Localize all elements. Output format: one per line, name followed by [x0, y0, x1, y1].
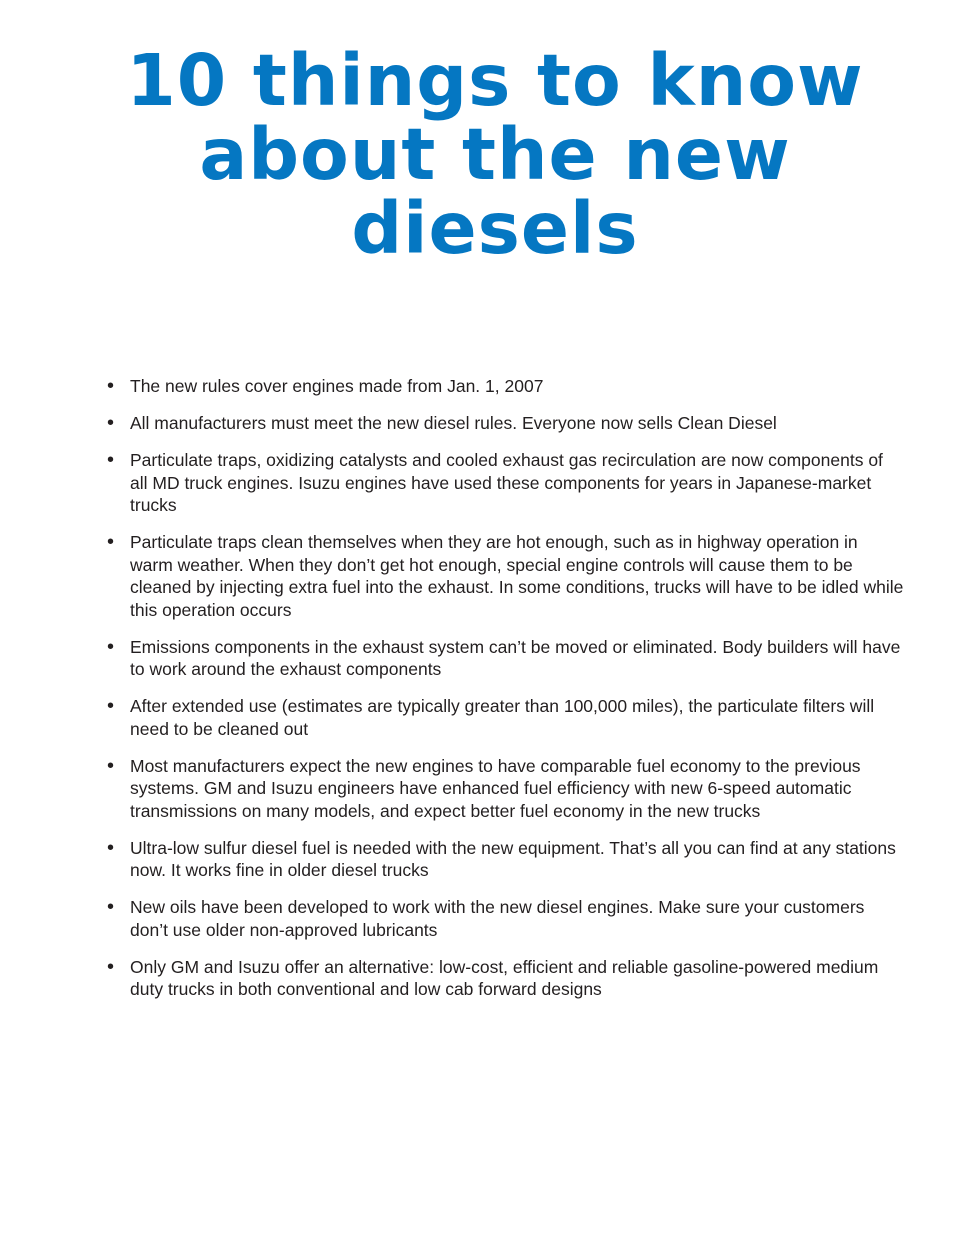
list-item: [104, 837, 904, 882]
list-item-text: New oils have been developed to work with the new diesel engines. Make sure your customers don’t use older non-approved lubricants: [130, 897, 865, 940]
list-item-text: Only GM and Isuzu offer an alternative: low-cost, efficient and reliable gasoline-powered medium duty trucks in both conventional and low cab forward designs: [130, 956, 879, 999]
title-line-3: diesels: [351, 187, 639, 270]
list-item-text: Emissions components in the exhaust system can’t be moved or eliminated. Body builders will have to work around the exhaust components: [130, 636, 901, 679]
list-item-text: Particulate traps clean themselves when they are hot enough, such as in highway operation in warm weather. When they don’t get hot enough, special engine controls will cause them to be cleaned by injecting extra fuel into the exhaust. In some conditions, trucks will have to be idled while this operation occurs: [130, 532, 904, 620]
list-item: [104, 755, 904, 823]
list-item-text: Ultra-low sulfur diesel fuel is needed with the new equipment. That’s all you can find at any stations now. It works fine in older diesel trucks: [130, 837, 896, 880]
bullet-list: [104, 375, 904, 1015]
bullet-dot: •: [107, 635, 115, 658]
list-item-text: After extended use (estimates are typically greater than 100,000 miles), the particulate filters will need to be cleaned out: [130, 696, 875, 739]
bullet-dot: •: [107, 531, 115, 553]
list-item-text: The new rules cover engines made from Jan. 1, 2007: [130, 376, 544, 396]
list-item-text: Particulate traps, oxidizing catalysts and cooled exhaust gas recirculation are now components of all MD truck engines. Isuzu engines have used these components for years in Japanese-market trucks: [130, 450, 883, 515]
list-item: [104, 375, 904, 398]
list-item: [104, 896, 904, 941]
list-item: [104, 695, 904, 740]
bullet-dot: •: [107, 375, 115, 397]
bullet-dot: •: [107, 896, 115, 918]
bullet-dot: •: [107, 412, 115, 434]
list-item-text: All manufacturers must meet the new diesel rules. Everyone now sells Clean Diesel: [130, 413, 777, 433]
list-item-text: Most manufacturers expect the new engines to have comparable fuel economy to the previous systems. GM and Isuzu engineers have enhanced fuel efficiency with new 6-speed automatic transmissions on many models, and expect better fuel economy in the new trucks: [130, 755, 861, 821]
list-item: [104, 636, 904, 681]
page-title: [60, 39, 930, 270]
title-line-2: about the new: [199, 113, 791, 196]
list-item: [104, 412, 904, 435]
bullet-dot: •: [107, 754, 115, 777]
list-item: [104, 531, 904, 621]
title-line-1: 10 things to know: [126, 39, 864, 122]
list-item: [104, 449, 904, 517]
bullet-dot: •: [107, 836, 115, 859]
bullet-dot: •: [107, 449, 115, 471]
bullet-dot: •: [107, 695, 115, 717]
bullet-dot: •: [107, 955, 115, 978]
list-item: [104, 956, 904, 1001]
